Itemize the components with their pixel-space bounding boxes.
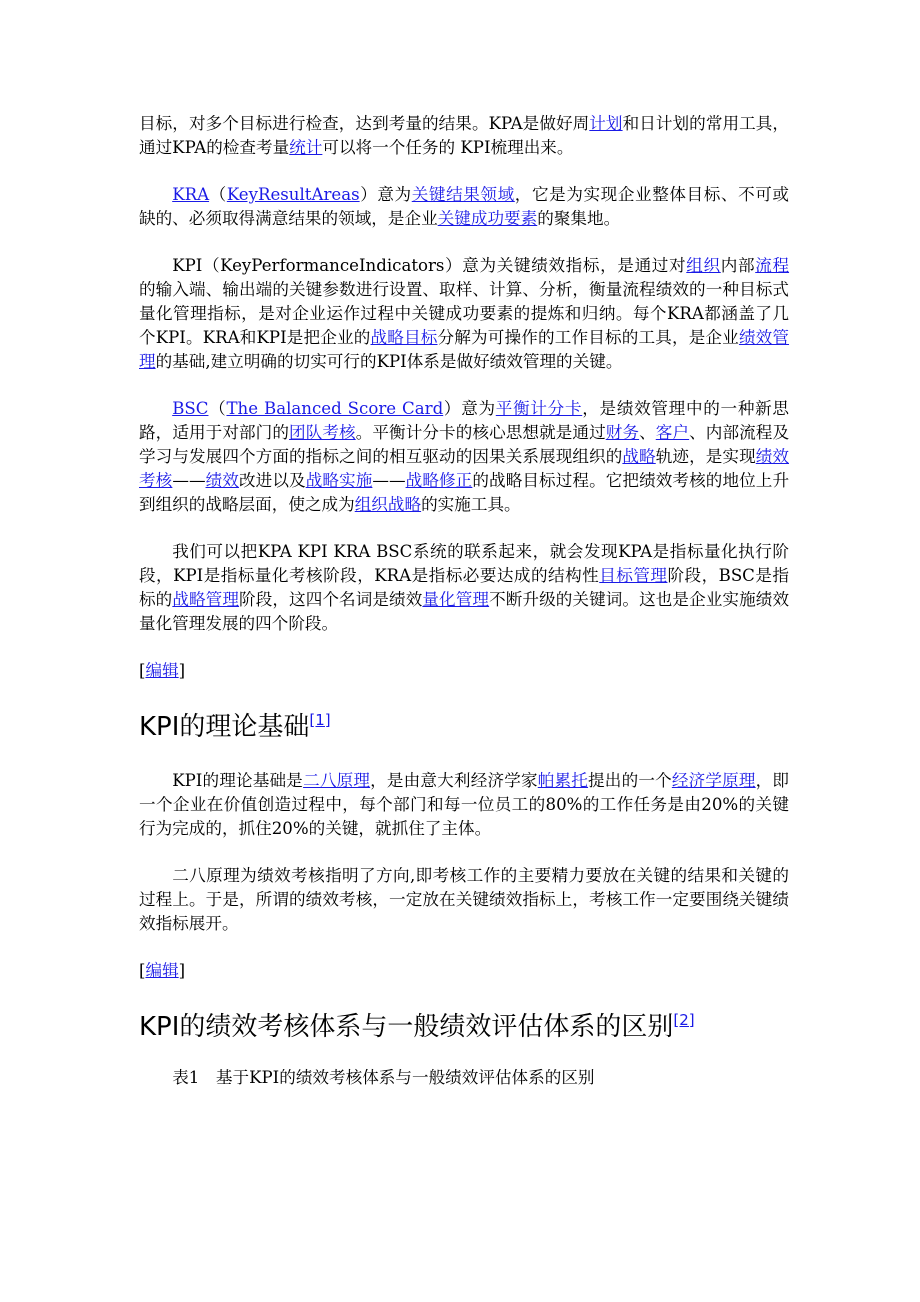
bracket-close: ] bbox=[178, 661, 186, 680]
link-strategic-management[interactable]: 战略管理 bbox=[172, 590, 240, 609]
link-performance-management[interactable]: 绩效管理 bbox=[139, 328, 790, 371]
text: 不断升级的关键词。这也是企业实施绩效量化管理发展的四个阶段。 bbox=[139, 590, 790, 633]
text: （ bbox=[208, 399, 227, 418]
link-process[interactable]: 流程 bbox=[755, 256, 790, 275]
edit-section-2 bbox=[139, 959, 789, 983]
paragraph-bsc bbox=[139, 397, 789, 517]
bracket-close: ] bbox=[178, 961, 186, 980]
link-strategy-implementation[interactable]: 战略实施 bbox=[305, 471, 373, 490]
bracket-open: [ bbox=[139, 961, 146, 980]
link-key-success-factors[interactable]: 关键成功要素 bbox=[437, 209, 538, 228]
text: ，它是为实现企业整体目标、不可或缺的、必须取得满意结果的领域，是企业 bbox=[139, 185, 790, 228]
link-performance-appraisal[interactable]: 绩效考核 bbox=[139, 447, 790, 490]
edit-link[interactable]: 编辑 bbox=[145, 661, 179, 680]
text: 、 bbox=[639, 423, 656, 442]
text: 。平衡计分卡的核心思想就是通过 bbox=[355, 423, 606, 442]
link-organization-strategy[interactable]: 组织战略 bbox=[354, 495, 422, 514]
link-bsc[interactable]: BSC bbox=[172, 399, 209, 418]
text: （ bbox=[209, 185, 227, 204]
article-body bbox=[139, 112, 789, 1090]
text: 二八原理为绩效考核指明了方向,即考核工作的主要精力要放在关键的结果和关键的过程上。于是，所谓的绩效考核，一定放在关键绩效指标上，考核工作一定要围绕关键绩效指标展开。 bbox=[139, 866, 789, 933]
text: ）意为 bbox=[359, 185, 412, 204]
text: KPI（KeyPerformanceIndicators）意为关键绩效指标，是通过对 bbox=[172, 256, 687, 275]
paragraph-kpa-intro bbox=[139, 112, 789, 160]
link-statistics[interactable]: 统计 bbox=[289, 138, 323, 157]
text: ，是绩效管理中的一种新思路，适用于对部门的 bbox=[139, 399, 790, 442]
text: 的战略目标过程。它把绩效考核的地位上升到组织的战略层面，使之成为 bbox=[139, 471, 790, 514]
link-quantitative-management[interactable]: 量化管理 bbox=[422, 590, 490, 609]
heading-text: KPI的绩效考核体系与一般绩效评估体系的区别 bbox=[139, 1012, 674, 1042]
link-key-result-areas[interactable]: KeyResultAreas bbox=[226, 185, 360, 204]
reference-link-2[interactable]: [2] bbox=[673, 1011, 695, 1029]
link-strategy[interactable]: 战略 bbox=[622, 447, 656, 466]
text: 的实施工具。 bbox=[421, 495, 521, 514]
paragraph-summary bbox=[139, 540, 789, 636]
text: 提出的一个 bbox=[588, 771, 672, 790]
text: KPI的理论基础是 bbox=[172, 771, 304, 790]
text: 的聚集地。 bbox=[537, 209, 621, 228]
text: —— bbox=[372, 471, 406, 490]
link-organization[interactable]: 组织 bbox=[686, 256, 721, 275]
text: 目标，对多个目标进行检查，达到考量的结果。KPA是做好周 bbox=[139, 114, 590, 133]
link-team-assessment[interactable]: 团队考核 bbox=[289, 423, 356, 442]
text: ，是由意大利经济学家 bbox=[370, 771, 538, 790]
link-plan[interactable]: 计划 bbox=[589, 114, 623, 133]
text: ，即一个企业在价值创造过程中，每个部门和每一位员工的80%的工作任务是由20%的关键行为完成的，抓住20%的关键，就抓住了主体。 bbox=[139, 771, 790, 838]
link-strategy-correction[interactable]: 战略修正 bbox=[405, 471, 473, 490]
bracket-open: [ bbox=[139, 661, 146, 680]
table-caption: 表1 基于KPI的绩效考核体系与一般绩效评估体系的区别 bbox=[172, 1068, 595, 1087]
link-objective-management[interactable]: 目标管理 bbox=[599, 566, 668, 585]
link-kra[interactable]: KRA bbox=[172, 185, 210, 204]
edit-section-1 bbox=[139, 659, 789, 683]
paragraph-kpi bbox=[139, 254, 789, 374]
link-key-result-field[interactable]: 关键结果领域 bbox=[411, 185, 515, 204]
paragraph-direction bbox=[139, 864, 789, 936]
text: 可以将一个任务的 KPI梳理出来。 bbox=[322, 138, 574, 157]
heading-text: KPI的理论基础 bbox=[139, 712, 310, 742]
link-performance[interactable]: 绩效 bbox=[205, 471, 239, 490]
edit-link[interactable]: 编辑 bbox=[145, 961, 179, 980]
text: 、内部流程及学习与发展四个方面的指标之间的相互驱动的因果关系展现组织的 bbox=[139, 423, 790, 466]
link-economic-principle[interactable]: 经济学原理 bbox=[671, 771, 756, 790]
text: ）意为 bbox=[443, 399, 496, 418]
section-heading-theory bbox=[139, 703, 789, 744]
text: 阶段，这四个名词是绩效 bbox=[239, 590, 423, 609]
text: 和日计划的常用工具，通过KPA的检查考量 bbox=[139, 114, 790, 157]
text: 分解为可操作的工作目标的工具，是企业 bbox=[437, 328, 739, 347]
link-strategic-goal[interactable]: 战略目标 bbox=[370, 328, 438, 347]
text: 的输入端、输出端的关键参数进行设置、取样、计算、分析，衡量流程绩效的一种目标式量化管理指标，是对企业运作过程中关键成功要素的提炼和归纳。每个KRA都涵盖了几个KPI。KRA和KPI是把企业的 bbox=[139, 280, 789, 347]
link-balanced-score-card[interactable]: The Balanced Score Card bbox=[226, 399, 444, 418]
text: 阶段，BSC是指标的 bbox=[139, 566, 789, 609]
section-heading-difference bbox=[139, 1003, 789, 1044]
link-balanced-scorecard-cn[interactable]: 平衡计分卡 bbox=[495, 399, 583, 418]
text: 轨迹，是实现 bbox=[655, 447, 756, 466]
text: 改进以及 bbox=[238, 471, 306, 490]
reference-link-1[interactable]: [1] bbox=[309, 711, 331, 729]
link-customer[interactable]: 客户 bbox=[655, 423, 690, 442]
paragraph-kra bbox=[139, 183, 789, 231]
text: 的基础,建立明确的切实可行的KPI体系是做好绩效管理的关键。 bbox=[155, 352, 623, 371]
text: 我们可以把KPA KPI KRA BSC系统的联系起来，就会发现KPA是指标量化执行阶段，KPI是指标量化考核阶段，KRA是指标必要达成的结构性 bbox=[139, 542, 789, 585]
text: 内部 bbox=[720, 256, 756, 275]
link-pareto[interactable]: 帕累托 bbox=[537, 771, 589, 790]
text: —— bbox=[172, 471, 206, 490]
link-pareto-principle[interactable]: 二八原理 bbox=[303, 771, 371, 790]
link-finance[interactable]: 财务 bbox=[605, 423, 640, 442]
paragraph-pareto bbox=[139, 769, 789, 841]
